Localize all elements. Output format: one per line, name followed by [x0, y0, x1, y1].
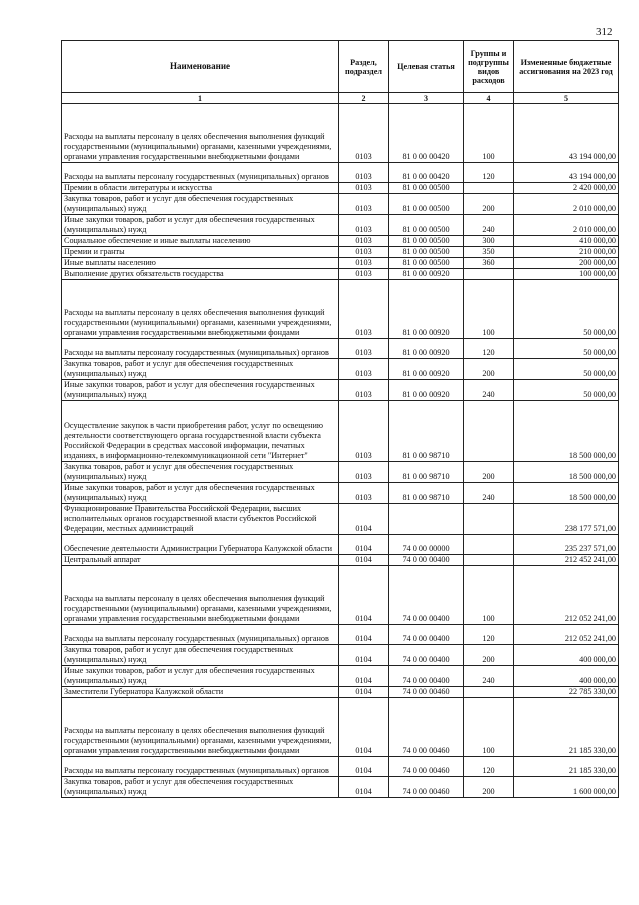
- row-target-code: [389, 504, 464, 535]
- row-section: 0104: [339, 504, 389, 535]
- row-section: 0104: [339, 777, 389, 798]
- table-row: [62, 215, 619, 236]
- row-name: Расходы на выплаты персоналу в целях обеспечения выполнения функций государственными (муниципальными) органами, казенными учреждениями, органами управления государственными внебюджетными фондами: [62, 280, 339, 339]
- row-expense-group: [464, 504, 514, 535]
- table-row: [62, 269, 619, 280]
- table-row: [62, 194, 619, 215]
- row-amount: 410 000,00: [514, 236, 619, 247]
- row-name: Обеспечение деятельности Администрации Губернатора Калужской области: [62, 535, 339, 555]
- row-expense-group: 240: [464, 483, 514, 504]
- row-name: Расходы на выплаты персоналу государственных (муниципальных) органов: [62, 163, 339, 183]
- row-section: 0103: [339, 194, 389, 215]
- budget-table: [61, 40, 619, 798]
- row-amount: 21 185 330,00: [514, 757, 619, 777]
- table-row: [62, 183, 619, 194]
- row-expense-group: 240: [464, 666, 514, 687]
- row-amount: 212 052 241,00: [514, 566, 619, 625]
- table-row: [62, 566, 619, 625]
- table-row: [62, 757, 619, 777]
- row-amount: 18 500 000,00: [514, 483, 619, 504]
- row-expense-group: [464, 535, 514, 555]
- row-expense-group: 200: [464, 777, 514, 798]
- row-expense-group: 100: [464, 280, 514, 339]
- row-target-code: 81 0 00 00500: [389, 183, 464, 194]
- row-target-code: 74 0 00 00400: [389, 625, 464, 645]
- row-expense-group: 120: [464, 757, 514, 777]
- row-section: 0103: [339, 280, 389, 339]
- row-amount: 1 600 000,00: [514, 777, 619, 798]
- table-row: [62, 535, 619, 555]
- row-target-code: 81 0 00 00920: [389, 380, 464, 401]
- row-expense-group: [464, 687, 514, 698]
- row-target-code: 81 0 00 00500: [389, 194, 464, 215]
- row-amount: 100 000,00: [514, 269, 619, 280]
- table-row: [62, 777, 619, 798]
- row-amount: 21 185 330,00: [514, 698, 619, 757]
- row-target-code: 81 0 00 00420: [389, 163, 464, 183]
- row-section: 0103: [339, 269, 389, 280]
- row-amount: 400 000,00: [514, 645, 619, 666]
- row-target-code: 74 0 00 00400: [389, 645, 464, 666]
- row-name: Иные закупки товаров, работ и услуг для обеспечения государственных (муниципальных) нужд: [62, 666, 339, 687]
- table-row: [62, 401, 619, 462]
- row-expense-group: 120: [464, 625, 514, 645]
- row-section: 0103: [339, 104, 389, 163]
- row-name: Социальное обеспечение и иные выплаты населению: [62, 236, 339, 247]
- row-target-code: 74 0 00 00400: [389, 566, 464, 625]
- column-number: 1: [62, 93, 339, 104]
- row-section: 0103: [339, 401, 389, 462]
- table-row: [62, 359, 619, 380]
- row-name: Иные закупки товаров, работ и услуг для обеспечения государственных (муниципальных) нужд: [62, 215, 339, 236]
- table-row: [62, 666, 619, 687]
- row-section: 0104: [339, 757, 389, 777]
- row-amount: 200 000,00: [514, 258, 619, 269]
- row-section: 0104: [339, 645, 389, 666]
- row-amount: 212 052 241,00: [514, 625, 619, 645]
- row-expense-group: 100: [464, 698, 514, 757]
- row-name: Расходы на выплаты персоналу в целях обеспечения выполнения функций государственными (муниципальными) органами, казенными учреждениями, органами управления государственными внебюджетными фондами: [62, 566, 339, 625]
- row-section: 0104: [339, 666, 389, 687]
- row-expense-group: 300: [464, 236, 514, 247]
- table-row: [62, 339, 619, 359]
- row-expense-group: 100: [464, 566, 514, 625]
- row-amount: 238 177 571,00: [514, 504, 619, 535]
- row-expense-group: [464, 269, 514, 280]
- row-name: Закупка товаров, работ и услуг для обеспечения государственных (муниципальных) нужд: [62, 777, 339, 798]
- column-number: 3: [389, 93, 464, 104]
- row-name: Расходы на выплаты персоналу в целях обеспечения выполнения функций государственными (муниципальными) органами, казенными учреждениями, органами управления государственными внебюджетными фондами: [62, 104, 339, 163]
- row-amount: 43 194 000,00: [514, 163, 619, 183]
- row-target-code: 74 0 00 00400: [389, 555, 464, 566]
- row-amount: 2 010 000,00: [514, 215, 619, 236]
- row-name: Иные выплаты населению: [62, 258, 339, 269]
- row-name: Иные закупки товаров, работ и услуг для обеспечения государственных (муниципальных) нужд: [62, 483, 339, 504]
- row-target-code: 81 0 00 98710: [389, 401, 464, 462]
- row-target-code: 81 0 00 00500: [389, 236, 464, 247]
- row-target-code: 81 0 00 00920: [389, 339, 464, 359]
- header-section: Раздел, подраздел: [339, 41, 389, 93]
- row-expense-group: 240: [464, 380, 514, 401]
- row-expense-group: 200: [464, 359, 514, 380]
- row-expense-group: 200: [464, 462, 514, 483]
- header-row: [62, 41, 619, 93]
- row-target-code: 74 0 00 00000: [389, 535, 464, 555]
- row-name: Закупка товаров, работ и услуг для обеспечения государственных (муниципальных) нужд: [62, 462, 339, 483]
- row-target-code: 81 0 00 00500: [389, 247, 464, 258]
- row-expense-group: 200: [464, 194, 514, 215]
- row-amount: 50 000,00: [514, 380, 619, 401]
- row-amount: 22 785 330,00: [514, 687, 619, 698]
- table-row: [62, 462, 619, 483]
- row-amount: 210 000,00: [514, 247, 619, 258]
- table-row: [62, 280, 619, 339]
- row-amount: 235 237 571,00: [514, 535, 619, 555]
- row-section: 0103: [339, 380, 389, 401]
- row-section: 0103: [339, 183, 389, 194]
- row-expense-group: 360: [464, 258, 514, 269]
- row-section: 0104: [339, 535, 389, 555]
- row-expense-group: [464, 183, 514, 194]
- row-expense-group: 350: [464, 247, 514, 258]
- row-section: 0103: [339, 258, 389, 269]
- row-section: 0103: [339, 339, 389, 359]
- row-name: Закупка товаров, работ и услуг для обеспечения государственных (муниципальных) нужд: [62, 194, 339, 215]
- row-target-code: 81 0 00 00920: [389, 359, 464, 380]
- row-amount: 43 194 000,00: [514, 104, 619, 163]
- row-name: Центральный аппарат: [62, 555, 339, 566]
- row-target-code: 81 0 00 00500: [389, 215, 464, 236]
- table-row: [62, 483, 619, 504]
- header-amount: Измененные бюджетные ассигнования на 2023 год: [514, 41, 619, 93]
- row-target-code: 81 0 00 00920: [389, 280, 464, 339]
- row-expense-group: 100: [464, 104, 514, 163]
- row-name: Премии и гранты: [62, 247, 339, 258]
- row-section: 0103: [339, 247, 389, 258]
- row-amount: 400 000,00: [514, 666, 619, 687]
- row-name: Заместители Губернатора Калужской области: [62, 687, 339, 698]
- table-row: [62, 625, 619, 645]
- row-name: Закупка товаров, работ и услуг для обеспечения государственных (муниципальных) нужд: [62, 645, 339, 666]
- table-row: [62, 698, 619, 757]
- row-name: Осуществление закупок в части приобретения работ, услуг по освещению деятельности соответствующего органа государственной власти субъекта Российской Федерации в средствах массовой информации, печатных изданиях, в информационно-телекоммуникационной сети "Интернет": [62, 401, 339, 462]
- row-name: Закупка товаров, работ и услуг для обеспечения государственных (муниципальных) нужд: [62, 359, 339, 380]
- row-target-code: 74 0 00 00460: [389, 698, 464, 757]
- row-amount: 50 000,00: [514, 359, 619, 380]
- row-section: 0103: [339, 359, 389, 380]
- row-expense-group: [464, 401, 514, 462]
- row-target-code: 74 0 00 00460: [389, 757, 464, 777]
- table-body: [62, 104, 619, 798]
- row-name: Расходы на выплаты персоналу в целях обеспечения выполнения функций государственными (муниципальными) органами, казенными учреждениями, органами управления государственными внебюджетными фондами: [62, 698, 339, 757]
- row-target-code: 81 0 00 00500: [389, 258, 464, 269]
- row-section: 0104: [339, 555, 389, 566]
- row-section: 0103: [339, 163, 389, 183]
- row-amount: 2 010 000,00: [514, 194, 619, 215]
- column-number: 4: [464, 93, 514, 104]
- row-name: Иные закупки товаров, работ и услуг для обеспечения государственных (муниципальных) нужд: [62, 380, 339, 401]
- column-number: 5: [514, 93, 619, 104]
- table-row: [62, 687, 619, 698]
- row-name: Функционирование Правительства Российской Федерации, высших исполнительных органов государственной власти субъектов Российской Федерации, местных администраций: [62, 504, 339, 535]
- row-amount: 50 000,00: [514, 280, 619, 339]
- row-amount: 2 420 000,00: [514, 183, 619, 194]
- row-target-code: 74 0 00 00460: [389, 687, 464, 698]
- row-target-code: 81 0 00 00920: [389, 269, 464, 280]
- header-groups: Группы и подгруппы видов расходов: [464, 41, 514, 93]
- row-amount: 50 000,00: [514, 339, 619, 359]
- row-expense-group: 120: [464, 339, 514, 359]
- column-number: 2: [339, 93, 389, 104]
- row-amount: 18 500 000,00: [514, 401, 619, 462]
- row-name: Расходы на выплаты персоналу государственных (муниципальных) органов: [62, 339, 339, 359]
- row-section: 0103: [339, 462, 389, 483]
- row-target-code: 81 0 00 98710: [389, 483, 464, 504]
- row-expense-group: 240: [464, 215, 514, 236]
- table-row: [62, 380, 619, 401]
- table-row: [62, 258, 619, 269]
- row-name: Расходы на выплаты персоналу государственных (муниципальных) органов: [62, 625, 339, 645]
- row-expense-group: 120: [464, 163, 514, 183]
- row-section: 0104: [339, 687, 389, 698]
- row-name: Расходы на выплаты персоналу государственных (муниципальных) органов: [62, 757, 339, 777]
- table-row: [62, 104, 619, 163]
- table-row: [62, 163, 619, 183]
- table-row: [62, 504, 619, 535]
- row-amount: 212 452 241,00: [514, 555, 619, 566]
- header-target: Целевая статья: [389, 41, 464, 93]
- row-section: 0103: [339, 236, 389, 247]
- column-number-row: [62, 93, 619, 104]
- row-target-code: 74 0 00 00460: [389, 777, 464, 798]
- table-row: [62, 555, 619, 566]
- table-row: [62, 247, 619, 258]
- row-name: Выполнение других обязательств государства: [62, 269, 339, 280]
- row-section: 0103: [339, 483, 389, 504]
- header-name: Наименование: [62, 41, 339, 93]
- table-row: [62, 236, 619, 247]
- row-target-code: 81 0 00 00420: [389, 104, 464, 163]
- row-name: Премии в области литературы и искусства: [62, 183, 339, 194]
- row-target-code: 81 0 00 98710: [389, 462, 464, 483]
- row-target-code: 74 0 00 00400: [389, 666, 464, 687]
- row-section: 0104: [339, 566, 389, 625]
- row-section: 0104: [339, 698, 389, 757]
- row-section: 0103: [339, 215, 389, 236]
- row-section: 0104: [339, 625, 389, 645]
- row-expense-group: [464, 555, 514, 566]
- page-number: 312: [596, 26, 613, 38]
- row-expense-group: 200: [464, 645, 514, 666]
- row-amount: 18 500 000,00: [514, 462, 619, 483]
- table-row: [62, 645, 619, 666]
